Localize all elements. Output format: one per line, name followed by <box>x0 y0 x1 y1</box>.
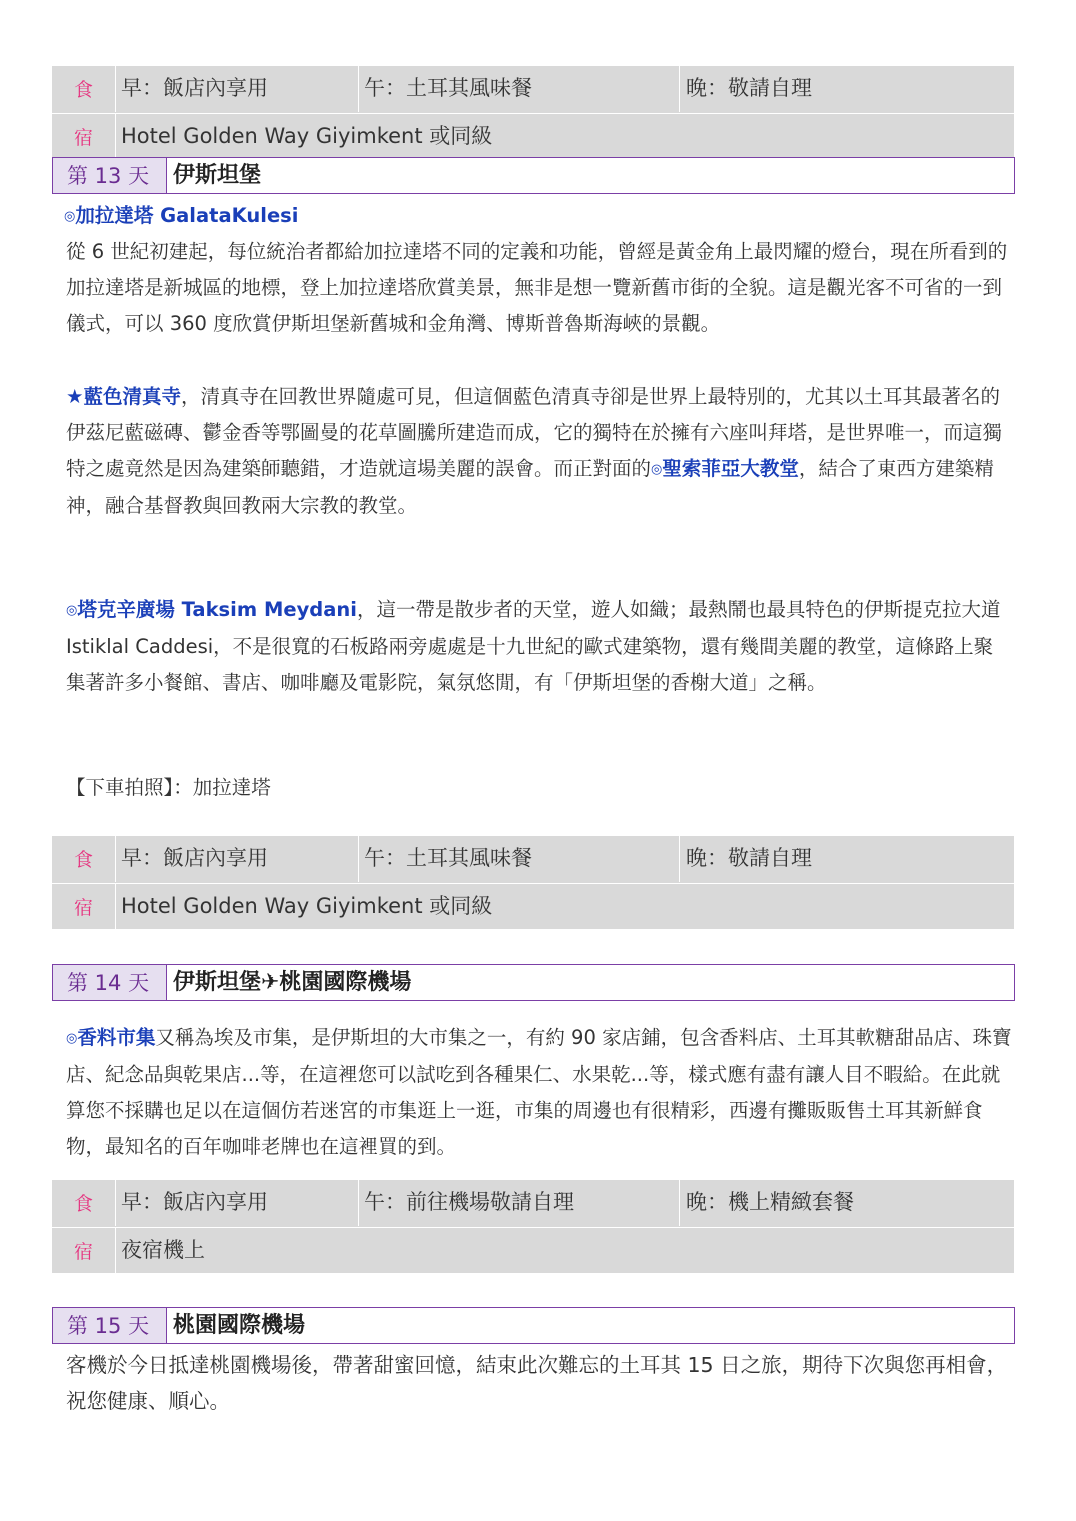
cell-divider <box>358 1180 359 1226</box>
blue-mosque-title: ★藍色清真寺 <box>66 385 181 408</box>
spice-bazaar-title: 香料市集 <box>77 1026 156 1049</box>
taksim-text: ，這一帶是散步者的天堂，遊人如織；最熱鬧也最具特色的伊斯提克拉大道 Istiklal Caddesi，不是很寬的石板路兩旁處處是十九世紀的歐式建築物，還有幾間美麗的教堂，這條路上聚集著許多小餐館、書店、咖啡廳及電影院，氣氛悠閒，有「伊斯坦堡的香榭大道」之稱。 <box>66 598 1001 694</box>
bullet-icon: ◎ <box>66 603 78 618</box>
meal-table-2 <box>52 835 1014 929</box>
spice-bazaar-text: 又稱為埃及市集，是伊斯坦的大市集之一，有約 90 家店鋪，包含香料店、土耳其軟糖甜品店、珠寶店、紀念品與乾果店...等，在這裡您可以試吃到各種果仁、水果乾...等，樣式應有盡有讓人目不暇給。在此就算您不採購也足以在這個仿若迷宮的市集逛上一逛，市集的周邊也有很精彩，西邊有攤販販售土耳其新鮮食物，最知名的百年咖啡老牌也在這裡買的到。 <box>66 1026 1012 1158</box>
cell-divider <box>358 66 359 112</box>
hotel-cell: 夜宿機上 <box>121 1238 205 1262</box>
bullet-icon: ◎ <box>651 462 663 477</box>
day-14-header <box>52 964 1015 1001</box>
taksim-heading <box>66 598 357 621</box>
blue-mosque-paragraph <box>66 379 1012 524</box>
blue-mosque-text: ，清真寺在回教世界隨處可見，但這個藍色清真寺卻是世界上最特別的，尤其以土耳其最著名的伊茲尼藍磁磚、鬱金香等鄂圖曼的花草圖騰所建造而成，它的獨特在於擁有六座叫拜塔，是世界唯一，而這獨特之處竟然是因為建築師聽錯，才造就這場美麗的誤會。而正對面的 <box>66 385 1003 480</box>
taksim-paragraph <box>66 592 1012 701</box>
galata-heading <box>64 199 298 234</box>
taksim-title: 塔克辛廣場 Taksim Meydani <box>77 598 357 621</box>
hotel-cell: Hotel Golden Way Giyimkent 或同級 <box>121 894 493 918</box>
lunch-cell: 午：土耳其風味餐 <box>364 846 532 870</box>
day-number: 第 13 天 <box>53 158 167 193</box>
hotel-cell: Hotel Golden Way Giyimkent 或同級 <box>121 124 493 148</box>
stay-row <box>52 883 1014 930</box>
lunch-cell: 午：前往機場敬請自理 <box>364 1190 574 1214</box>
lunch-cell: 午：土耳其風味餐 <box>364 76 532 100</box>
stay-label: 宿 <box>52 114 116 160</box>
galata-title: 加拉達塔 GalataKulesi <box>75 204 299 227</box>
return-description: 客機於今日抵達桃園機場後，帶著甜蜜回憶，結束此次難忘的土耳其 15 日之旅，期待下次與您再相會，祝您健康、順心。 <box>66 1353 1008 1413</box>
dinner-cell: 晚：機上精緻套餐 <box>686 1190 854 1214</box>
day-title: 桃園國際機場 <box>173 1313 306 1338</box>
day-15-header <box>52 1307 1015 1344</box>
dinner-cell: 晚：敬請自理 <box>686 846 812 870</box>
meal-row <box>52 1180 1014 1226</box>
meal-table-3 <box>52 1179 1014 1273</box>
meal-table-1 <box>52 65 1014 159</box>
dinner-cell: 晚：敬請自理 <box>686 76 812 100</box>
hagia-sophia-heading <box>651 457 799 480</box>
day-13-header <box>52 157 1015 194</box>
breakfast-cell: 早：飯店內享用 <box>121 76 268 100</box>
stay-label: 宿 <box>52 884 116 930</box>
spice-bazaar-paragraph <box>66 1020 1012 1165</box>
stay-row <box>52 113 1014 160</box>
cell-divider <box>679 1180 680 1226</box>
photo-stop-note: 【下車拍照】：加拉達塔 <box>66 776 271 799</box>
spice-bazaar-heading <box>66 1026 155 1049</box>
meal-row <box>52 836 1014 882</box>
cell-divider <box>358 836 359 882</box>
breakfast-cell: 早：飯店內享用 <box>121 1190 268 1214</box>
bullet-icon: ◎ <box>66 1031 78 1046</box>
food-label: 食 <box>52 836 116 882</box>
meal-row <box>52 66 1014 112</box>
galata-description: 從 6 世紀初建起，每位統治者都給加拉達塔不同的定義和功能，曾經是黃金角上最閃耀的燈台，現在所看到的加拉達塔是新城區的地標，登上加拉達塔欣賞美景，無非是想一覽新舊市街的全貌。這是觀光客不可省的一到儀式，可以 360 度欣賞伊斯坦堡新舊城和金角灣、博斯普魯斯海峽的景觀。 <box>66 240 1008 335</box>
bullet-icon: ◎ <box>64 209 76 224</box>
day-number: 第 14 天 <box>53 965 167 1000</box>
cell-divider <box>679 836 680 882</box>
breakfast-cell: 早：飯店內享用 <box>121 846 268 870</box>
cell-divider <box>679 66 680 112</box>
day-title: 伊斯坦堡✈桃園國際機場 <box>173 970 412 995</box>
food-label: 食 <box>52 66 116 112</box>
food-label: 食 <box>52 1180 116 1226</box>
day-number: 第 15 天 <box>53 1308 167 1343</box>
hagia-sophia-title: 聖索菲亞大教堂 <box>662 457 799 480</box>
stay-label: 宿 <box>52 1228 116 1274</box>
stay-row <box>52 1227 1014 1274</box>
hagia-sophia-text: ，結合了東西方建築精神，融合基督教與回教兩大宗教的教堂。 <box>66 457 994 517</box>
day-title: 伊斯坦堡 <box>173 163 262 188</box>
